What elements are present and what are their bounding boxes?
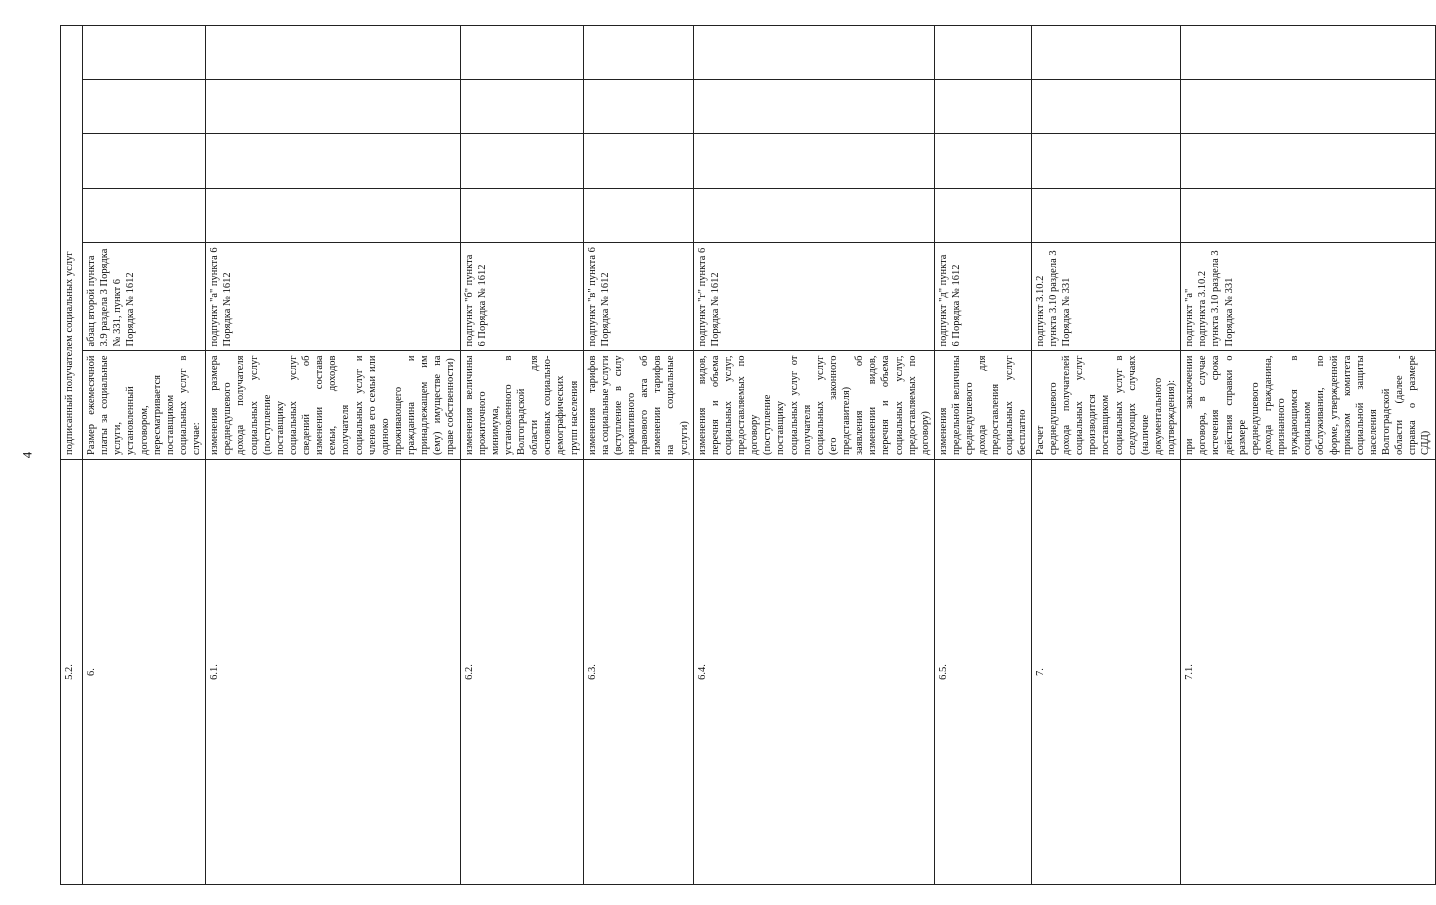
row-number: 6.2.: [460, 460, 583, 885]
requirement-text: изменения предельной величины среднедушевого дохода для предоставления социальных услуг бесплатно: [934, 351, 1031, 460]
row-number: 6.3.: [583, 460, 693, 885]
legal-reference: подпункт "а" подпункта 3.10.2 пункта 3.10 раздела 3 Порядка № 331: [1181, 243, 1435, 352]
legal-reference: подпункт "б" пункта 6 Порядка № 1612: [460, 243, 583, 352]
table-row: [934, 26, 1031, 885]
requirements-table-rotated: [60, 25, 1432, 885]
requirement-text: при заключении договора, в случае истечения срока действия справки о размере среднедушевого дохода гражданина, признанного нуждающимся в социальном обслуживании, по форме, утвержденной приказом комитета социальной защиты населения Волгоградской области (далее - справка о размере СДД): [1181, 351, 1435, 460]
table-row: [1031, 26, 1180, 885]
row-number: 6.5.: [934, 460, 1031, 885]
legal-reference: подпункт "д" пункта 6 Порядка № 1612: [934, 243, 1031, 352]
table-row: [61, 26, 83, 885]
table-row: [693, 26, 934, 885]
row-number: 7.: [1031, 460, 1180, 885]
table-row: [206, 26, 460, 885]
legal-reference: подпункт 3.10.2 пункта 3.10 раздела 3 Порядка № 331: [1031, 243, 1180, 352]
section-header-text: подписанный получателем социальных услуг: [61, 26, 83, 460]
requirement-text: изменения размера среднедушевого дохода получателя социальных услуг (поступление поставщику социальных услуг сведений об изменении состава семьи, доходов получателя социальных услуг и членов его семьи или одиноко проживающего гражданина и принадлежащем им (ему) имуществе на праве собственности): [206, 351, 460, 460]
table-row: [583, 26, 693, 885]
requirement-text: изменения тарифов на социальные услуги (вступление в силу нормативного правового акта об изменении тарифов на социальные услуги): [583, 351, 693, 460]
page-number: 4: [19, 451, 35, 459]
row-number: 6.1.: [206, 460, 460, 885]
requirements-table: [60, 25, 1436, 885]
legal-reference: подпункт "г" пункта 6 Порядка № 1612: [693, 243, 934, 352]
table-row: [460, 26, 583, 885]
requirement-text: изменения величины прожиточного минимума, установленного в Волгоградской области для основных социально-демографических групп населения: [460, 351, 583, 460]
row-number: 6.4.: [693, 460, 934, 885]
requirement-text: Размер ежемесячной платы за социальные услуги, установленный договором, пересматривается поставщиком социальных услуг в случае:: [83, 351, 206, 460]
requirement-text: изменения видов, перечня и объема социальных услуг, предоставляемых по договору (поступление поставщику социальных услуг от получателя социальных услуг (его законного представителя) заявления об изменении видов, перечня и объема социальных услуг, предоставляемых по договору): [693, 351, 934, 460]
requirement-text: Расчет среднедушевого дохода получателей социальных услуг производится поставщиком социальных услуг в следующих случаях (наличие документального подтверждения):: [1031, 351, 1180, 460]
row-number: 7.1.: [1181, 460, 1435, 885]
row-number: 6.: [83, 460, 206, 885]
legal-reference: подпункт "в" пункта 6 Порядка № 1612: [583, 243, 693, 352]
legal-reference: подпункт "а" пункта 6 Порядка № 1612: [206, 243, 460, 352]
table-row: [1181, 26, 1435, 885]
table-row: [83, 26, 206, 885]
legal-reference: абзац второй пункта 3.9 раздела 3 Порядка № 331, пункт 6 Порядка № 1612: [83, 243, 206, 352]
row-number: 5.2.: [61, 460, 83, 885]
